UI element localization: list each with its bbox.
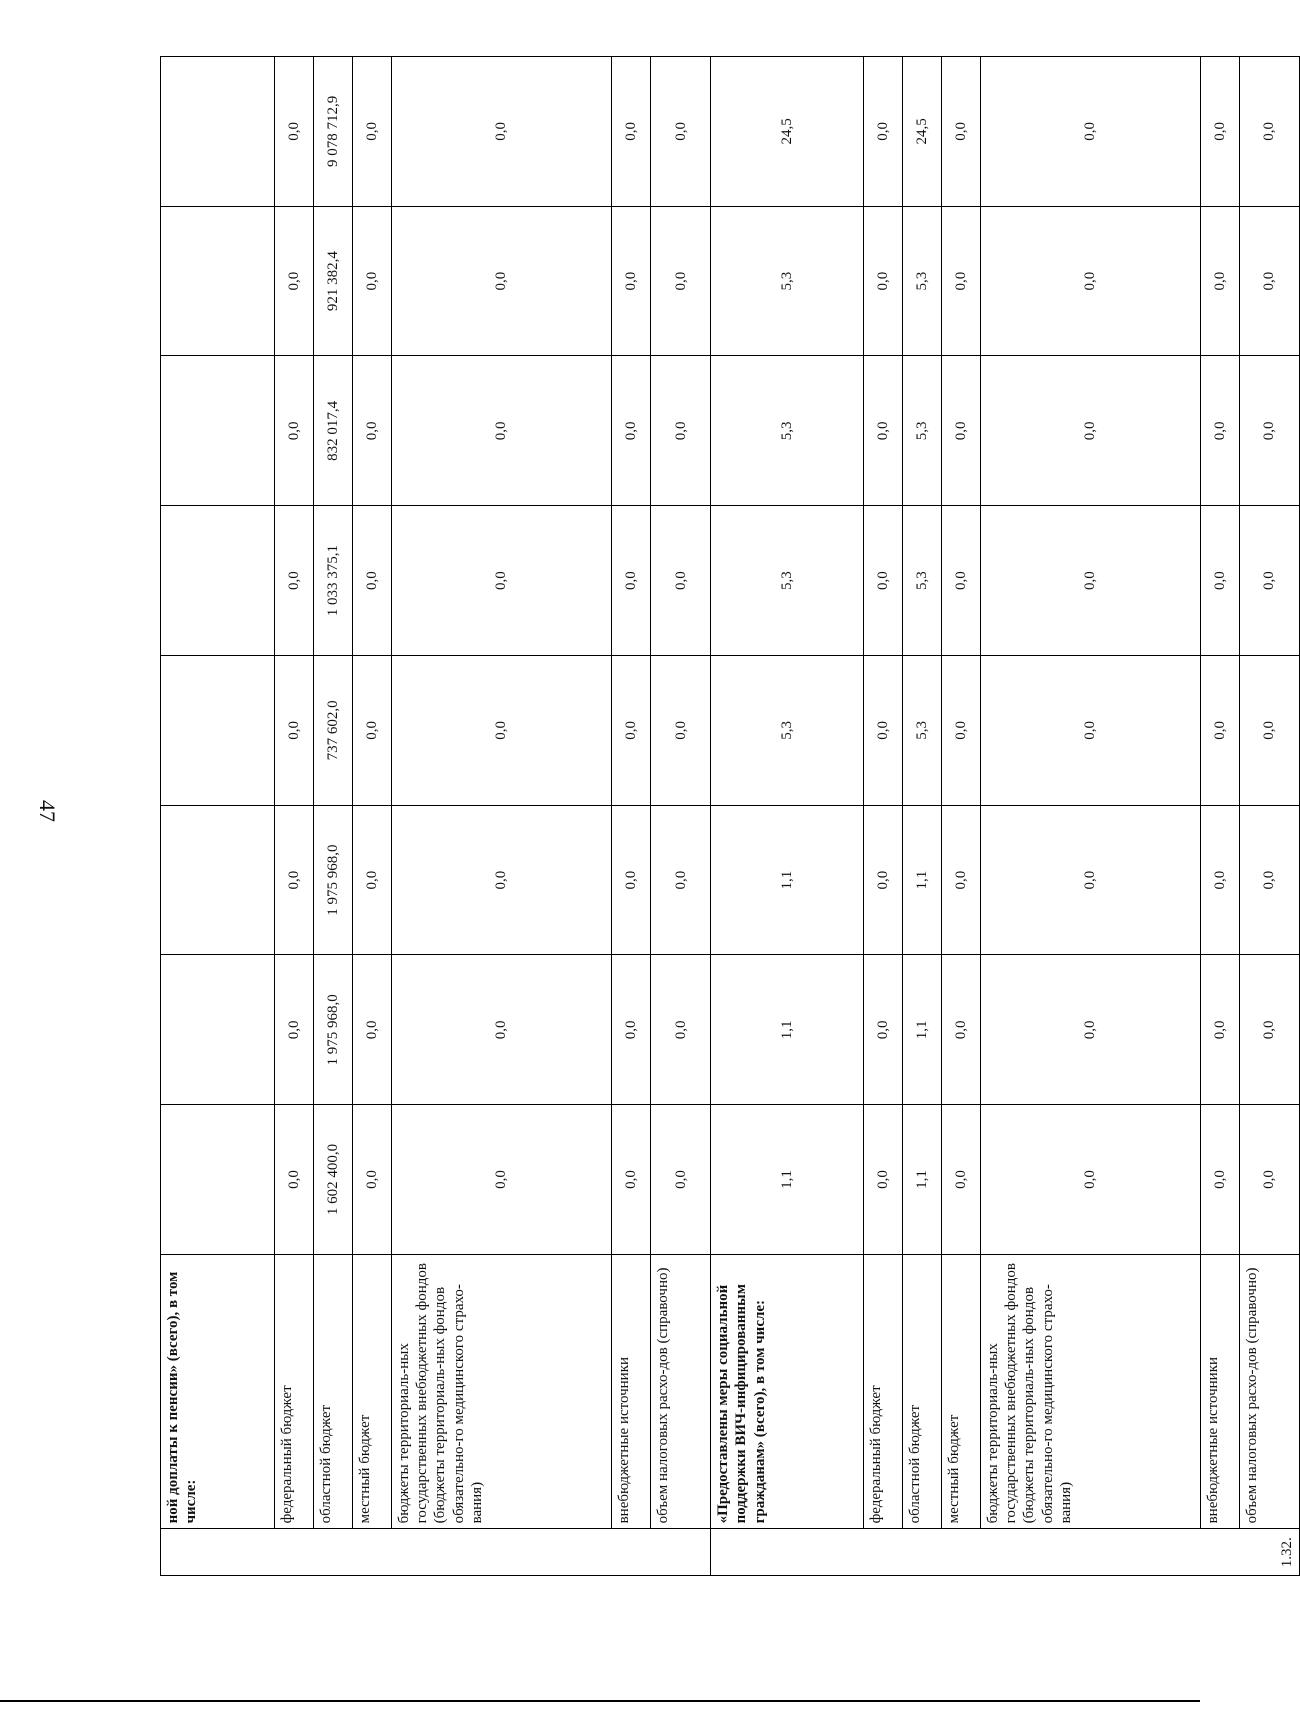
value-cell: 0,0 [980, 206, 1201, 356]
value-cell: 1 033 375,1 [314, 506, 353, 656]
value-cell: 5,3 [710, 356, 863, 506]
row-label: объем налоговых расхо-дов (справочно) [651, 1254, 711, 1529]
value-cell: 0,0 [941, 206, 980, 356]
table-row [710, 57, 863, 1576]
value-cell: 0,0 [1201, 805, 1240, 955]
value-cell: 0,0 [864, 206, 903, 356]
value-cell: 0,0 [352, 655, 391, 805]
value-cell: 0,0 [864, 655, 903, 805]
row-label: ной доплаты к пенсии» (всего), в том числе: [161, 1254, 275, 1529]
table-row [902, 57, 941, 1576]
value-cell: 0,0 [275, 1105, 314, 1255]
table-row [864, 57, 903, 1576]
row-label: «Предоставлены меры социальной поддержки ВИЧ-инфицированным гражданам» (всего), в том числе: [710, 1254, 863, 1529]
value-cell: 0,0 [612, 506, 651, 656]
value-cell: 24,5 [902, 57, 941, 207]
value-cell: 0,0 [275, 955, 314, 1105]
value-cell [161, 805, 275, 955]
value-cell: 0,0 [612, 356, 651, 506]
row-number: 1.32. [710, 1529, 1299, 1576]
value-cell: 0,0 [941, 57, 980, 207]
table-row [1201, 57, 1240, 1576]
row-label: местный бюджет [352, 1254, 391, 1529]
value-cell: 1,1 [902, 1105, 941, 1255]
table-row [391, 57, 612, 1576]
value-cell: 0,0 [612, 655, 651, 805]
value-cell: 0,0 [391, 955, 612, 1105]
value-cell: 5,3 [710, 506, 863, 656]
value-cell: 0,0 [1201, 356, 1240, 506]
row-label: областной бюджет [314, 1254, 353, 1529]
value-cell: 0,0 [352, 356, 391, 506]
value-cell: 0,0 [864, 1105, 903, 1255]
value-cell: 0,0 [864, 805, 903, 955]
value-cell: 5,3 [902, 506, 941, 656]
value-cell: 0,0 [1240, 57, 1300, 207]
value-cell: 1,1 [710, 805, 863, 955]
value-cell: 0,0 [1201, 655, 1240, 805]
value-cell: 0,0 [612, 57, 651, 207]
value-cell: 737 602,0 [314, 655, 353, 805]
row-label: бюджеты территориаль-ных государственных внебюджетных фондов (бюджеты территориаль-ных фондов обязательно-го медицинского страхо-вания) [980, 1254, 1201, 1529]
value-cell: 0,0 [391, 805, 612, 955]
value-cell: 0,0 [391, 655, 612, 805]
value-cell: 1 975 968,0 [314, 955, 353, 1105]
page-bottom-rule [0, 1700, 1200, 1702]
value-cell: 0,0 [612, 1105, 651, 1255]
value-cell [161, 955, 275, 1105]
value-cell: 0,0 [941, 955, 980, 1105]
value-cell: 0,0 [1201, 955, 1240, 1105]
value-cell: 5,3 [902, 356, 941, 506]
value-cell [161, 356, 275, 506]
value-cell: 0,0 [941, 805, 980, 955]
table-row [1240, 57, 1300, 1576]
value-cell: 0,0 [612, 206, 651, 356]
row-number [161, 1529, 711, 1576]
value-cell: 0,0 [1240, 805, 1300, 955]
value-cell: 0,0 [612, 805, 651, 955]
value-cell: 0,0 [980, 955, 1201, 1105]
value-cell: 1,1 [710, 1105, 863, 1255]
value-cell: 0,0 [980, 655, 1201, 805]
value-cell: 0,0 [980, 1105, 1201, 1255]
table-body [161, 57, 1300, 1576]
value-cell: 0,0 [275, 506, 314, 656]
value-cell: 0,0 [391, 356, 612, 506]
row-label: бюджеты территориаль-ных государственных внебюджетных фондов (бюджеты территориаль-ных фондов обязательно-го медицинского страхо-вания) [391, 1254, 612, 1529]
value-cell: 0,0 [980, 57, 1201, 207]
value-cell: 0,0 [651, 206, 711, 356]
value-cell: 0,0 [980, 805, 1201, 955]
value-cell: 0,0 [352, 206, 391, 356]
value-cell: 24,5 [710, 57, 863, 207]
value-cell: 0,0 [941, 356, 980, 506]
value-cell: 0,0 [651, 506, 711, 656]
value-cell: 0,0 [391, 1105, 612, 1255]
table-row [314, 57, 353, 1576]
value-cell: 0,0 [275, 206, 314, 356]
value-cell: 0,0 [1240, 506, 1300, 656]
value-cell: 0,0 [352, 57, 391, 207]
value-cell [161, 1105, 275, 1255]
value-cell: 1,1 [710, 955, 863, 1105]
value-cell: 0,0 [1201, 57, 1240, 207]
value-cell: 0,0 [651, 356, 711, 506]
table-row [352, 57, 391, 1576]
value-cell: 0,0 [651, 955, 711, 1105]
row-label: областной бюджет [902, 1254, 941, 1529]
table-row [941, 57, 980, 1576]
table-row [612, 57, 651, 1576]
table-row [980, 57, 1201, 1576]
value-cell: 1 975 968,0 [314, 805, 353, 955]
value-cell: 0,0 [941, 655, 980, 805]
value-cell: 5,3 [710, 206, 863, 356]
value-cell: 921 382,4 [314, 206, 353, 356]
value-cell: 0,0 [275, 356, 314, 506]
value-cell: 0,0 [980, 356, 1201, 506]
value-cell: 0,0 [651, 1105, 711, 1255]
value-cell: 0,0 [941, 1105, 980, 1255]
value-cell: 0,0 [275, 57, 314, 207]
table-row [651, 57, 711, 1576]
value-cell: 0,0 [1201, 506, 1240, 656]
value-cell: 0,0 [1240, 1105, 1300, 1255]
row-label: объем налоговых расхо-дов (справочно) [1240, 1254, 1300, 1529]
value-cell: 0,0 [864, 57, 903, 207]
value-cell [161, 206, 275, 356]
value-cell [161, 655, 275, 805]
value-cell [161, 506, 275, 656]
value-cell: 0,0 [275, 655, 314, 805]
value-cell: 0,0 [275, 805, 314, 955]
value-cell: 5,3 [902, 206, 941, 356]
row-label: внебюджетные источники [1201, 1254, 1240, 1529]
value-cell: 1 602 400,0 [314, 1105, 353, 1255]
value-cell: 0,0 [651, 655, 711, 805]
row-label: внебюджетные источники [612, 1254, 651, 1529]
value-cell: 0,0 [391, 206, 612, 356]
value-cell: 0,0 [352, 506, 391, 656]
value-cell: 0,0 [651, 805, 711, 955]
value-cell: 0,0 [352, 805, 391, 955]
value-cell: 0,0 [1240, 206, 1300, 356]
value-cell: 1,1 [902, 805, 941, 955]
page-number: 47 [35, 800, 60, 822]
value-cell: 5,3 [710, 655, 863, 805]
value-cell: 5,3 [902, 655, 941, 805]
value-cell: 0,0 [1201, 206, 1240, 356]
row-label: местный бюджет [941, 1254, 980, 1529]
value-cell: 0,0 [352, 1105, 391, 1255]
rotated-table-wrapper [160, 56, 1300, 1576]
row-label: федеральный бюджет [275, 1254, 314, 1529]
table-row [161, 57, 275, 1576]
value-cell: 0,0 [1240, 655, 1300, 805]
value-cell: 0,0 [391, 57, 612, 207]
value-cell: 0,0 [1201, 1105, 1240, 1255]
value-cell: 0,0 [1240, 356, 1300, 506]
row-label: федеральный бюджет [864, 1254, 903, 1529]
budget-table [160, 56, 1300, 1576]
value-cell: 0,0 [352, 955, 391, 1105]
value-cell: 832 017,4 [314, 356, 353, 506]
table-row [275, 57, 314, 1576]
value-cell: 1,1 [902, 955, 941, 1105]
value-cell: 0,0 [864, 356, 903, 506]
value-cell: 0,0 [864, 506, 903, 656]
value-cell: 0,0 [1240, 955, 1300, 1105]
value-cell: 0,0 [612, 955, 651, 1105]
value-cell: 0,0 [651, 57, 711, 207]
value-cell [161, 57, 275, 207]
value-cell: 0,0 [391, 506, 612, 656]
value-cell: 0,0 [980, 506, 1201, 656]
value-cell: 0,0 [864, 955, 903, 1105]
value-cell: 9 078 712,9 [314, 57, 353, 207]
value-cell: 0,0 [941, 506, 980, 656]
